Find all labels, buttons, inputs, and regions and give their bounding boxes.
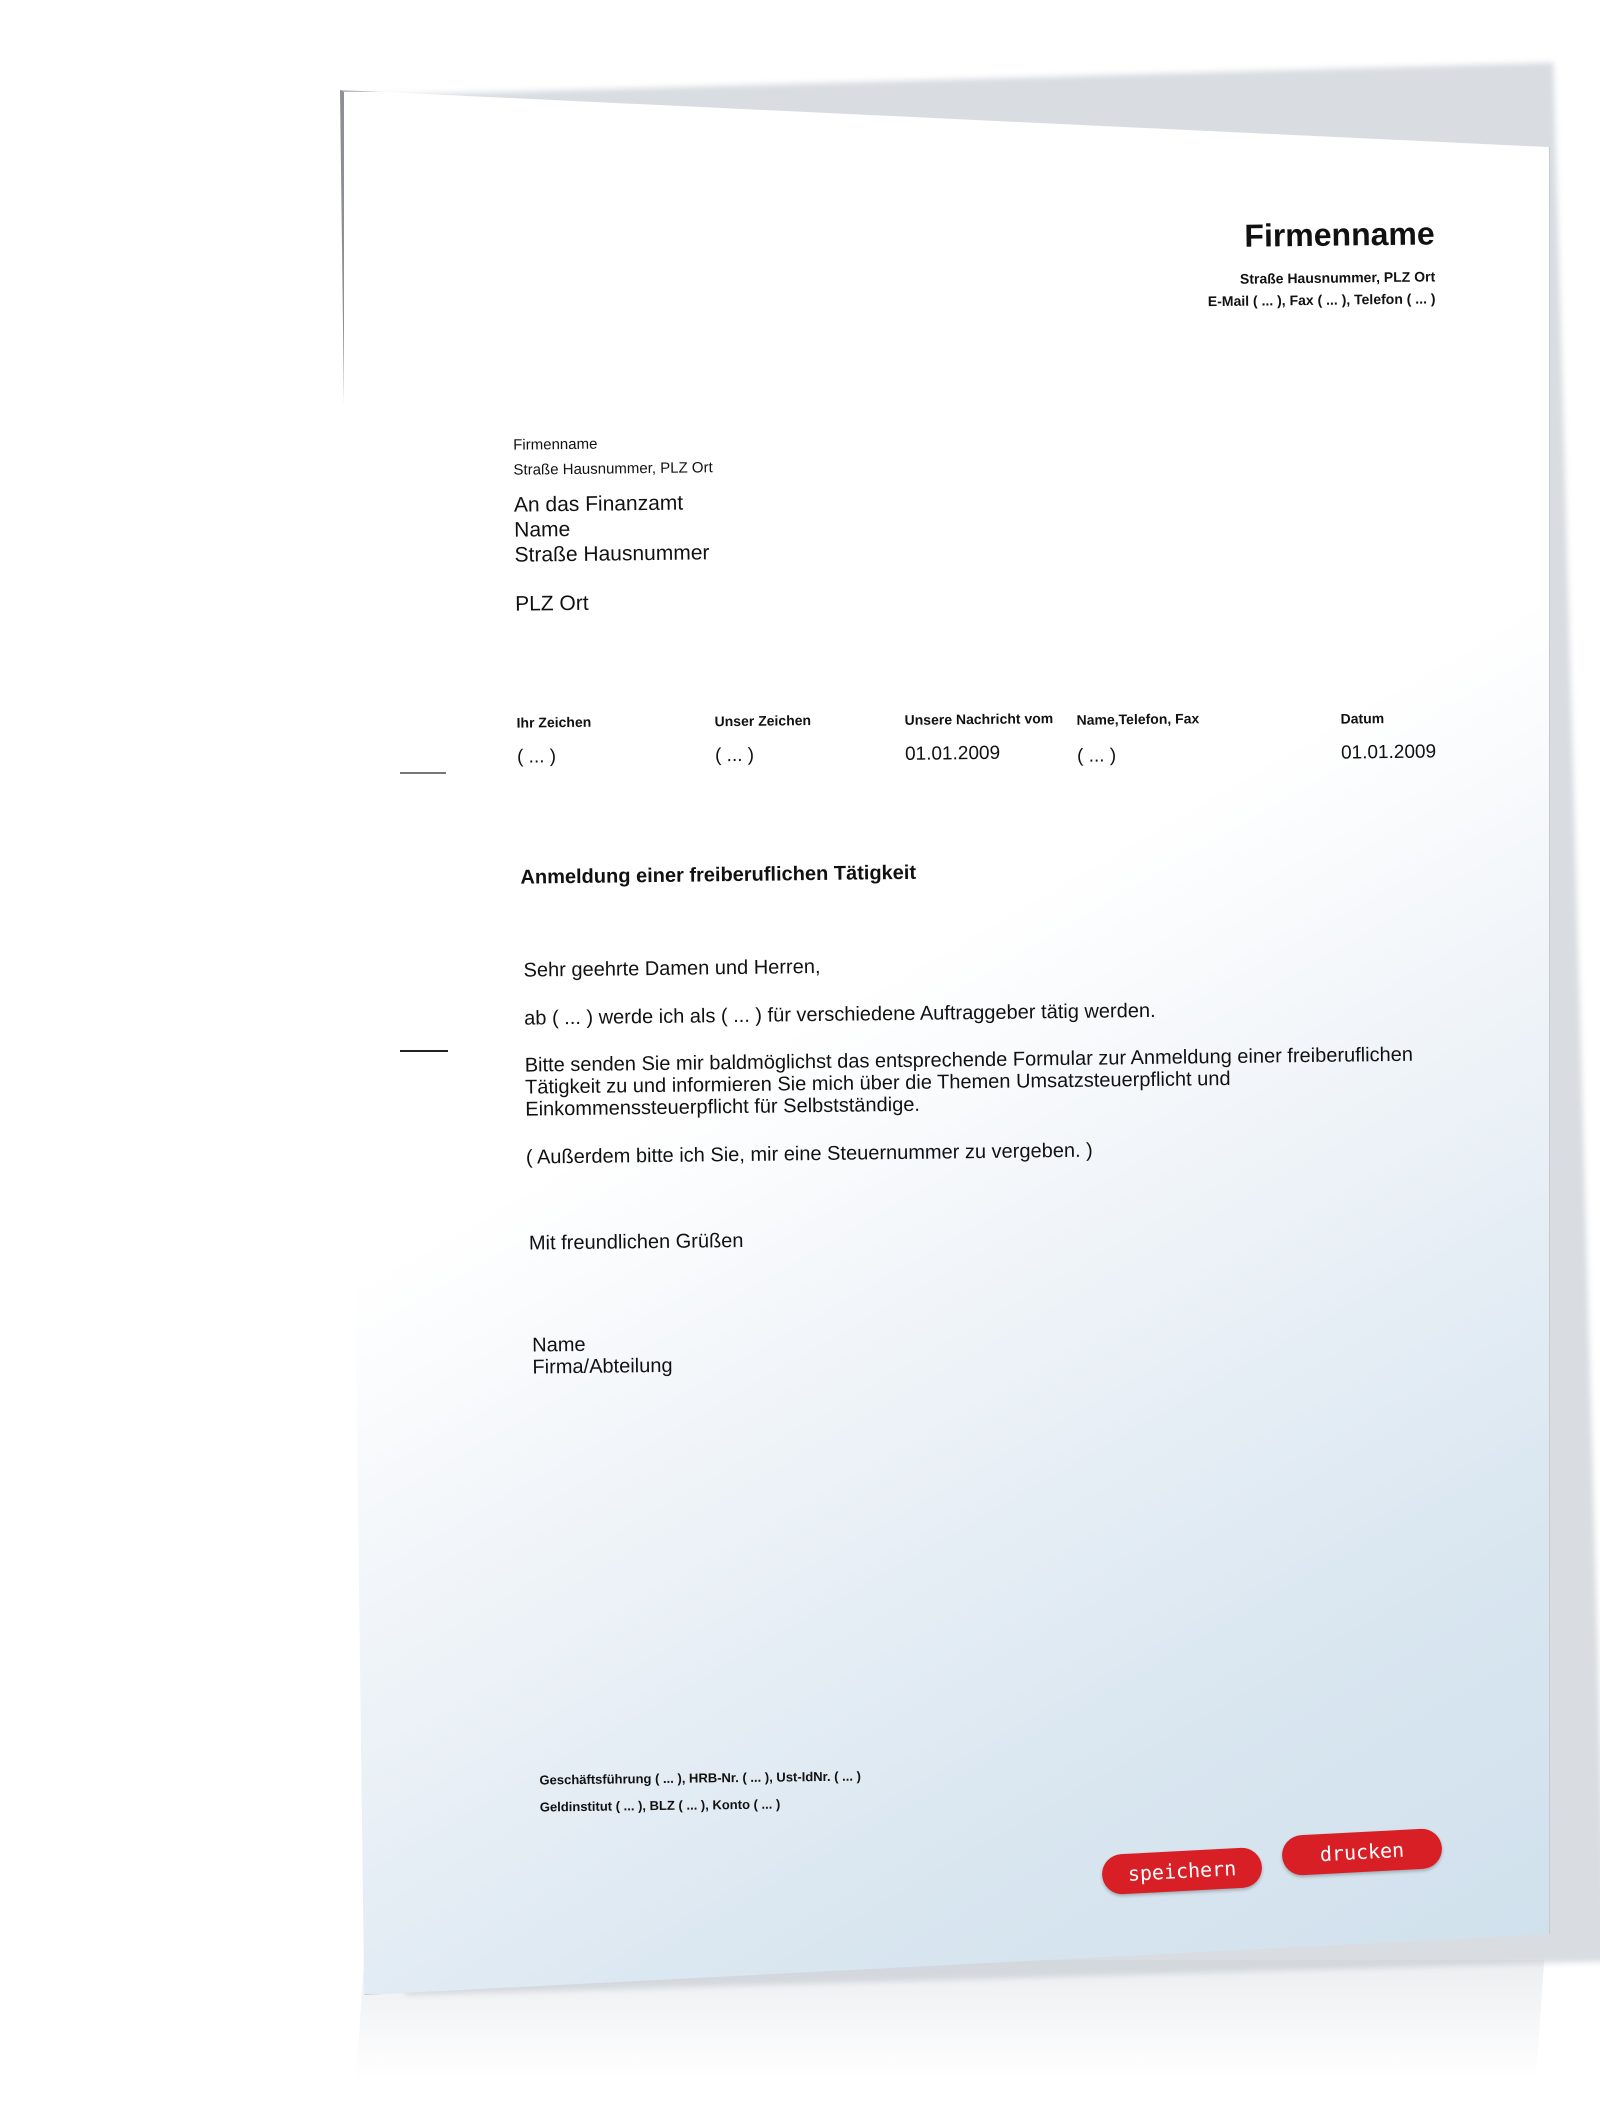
letter-paragraph-2-line-3: Einkommenssteuerpflicht für Selbstständige. — [525, 1093, 921, 1121]
ref-label-ihr-zeichen: Ihr Zeichen — [516, 713, 592, 731]
ref-value-unser-zeichen: ( ... ) — [714, 744, 755, 767]
recipient-line-4: PLZ Ort — [514, 591, 589, 616]
signature-department: Firma/Abteilung — [532, 1354, 673, 1379]
ref-label-unser-zeichen: Unser Zeichen — [714, 712, 812, 730]
recipient-line-3: Straße Hausnummer — [514, 541, 710, 567]
sender-address: Straße Hausnummer, PLZ Ort — [513, 459, 713, 479]
ref-value-datum: 01.01.2009 — [1340, 741, 1437, 764]
recipient-line-1: An das Finanzamt — [513, 491, 684, 517]
sender-company: Firmenname — [513, 435, 598, 454]
footer-line-1: Geschäftsführung ( ... ), HRB-Nr. ( ... ), Ust-IdNr. ( ... ) — [539, 1768, 861, 1788]
signature-name: Name — [532, 1333, 586, 1357]
ref-label-name-telefon: Name,Telefon, Fax — [1076, 710, 1200, 728]
recipient-line-2: Name — [514, 517, 571, 542]
letter-paragraph-1: ab ( ... ) werde ich als ( ... ) für verschiedene Auftraggeber tätig werden. — [524, 999, 1156, 1030]
letter-paragraph-2-line-2: Tätigkeit zu und informieren Sie mich über die Themen Umsatzsteuerpflicht und — [524, 1067, 1231, 1099]
letter-paragraph-2-line-1: Bitte senden Sie mir baldmöglichst das entsprechende Formular zur Anmeldung einer freiberuflichen — [524, 1043, 1414, 1077]
footer-line-2: Geldinstitut ( ... ), BLZ ( ... ), Konto ( ... ) — [539, 1796, 781, 1815]
fold-mark-top — [400, 772, 446, 774]
letterhead-company: Firmenname — [1244, 215, 1435, 254]
ref-label-datum: Datum — [1340, 710, 1385, 727]
ref-value-ihr-zeichen: ( ... ) — [516, 746, 557, 768]
letter-subject: Anmeldung einer freiberuflichen Tätigkeit — [520, 861, 917, 889]
letterhead-address: Straße Hausnummer, PLZ Ort — [1239, 268, 1436, 287]
letter-salutation: Sehr geehrte Damen und Herren, — [523, 955, 821, 982]
ref-value-name-telefon: ( ... ) — [1076, 745, 1117, 767]
ref-value-nachricht-vom: 01.01.2009 — [904, 742, 1001, 765]
letter-closing: Mit freundlichen Grüßen — [528, 1229, 744, 1255]
save-button[interactable]: speichern — [1101, 1847, 1263, 1895]
ref-label-nachricht-vom: Unsere Nachricht vom — [904, 710, 1054, 728]
letter-paragraph-3: ( Außerdem bitte ich Sie, mir eine Steuernummer zu vergeben. ) — [525, 1139, 1093, 1169]
fold-mark-middle — [400, 1050, 448, 1052]
print-button[interactable]: drucken — [1281, 1828, 1443, 1876]
letterhead-contact: E-Mail ( ... ), Fax ( ... ), Telefon ( ... ) — [1207, 290, 1436, 310]
